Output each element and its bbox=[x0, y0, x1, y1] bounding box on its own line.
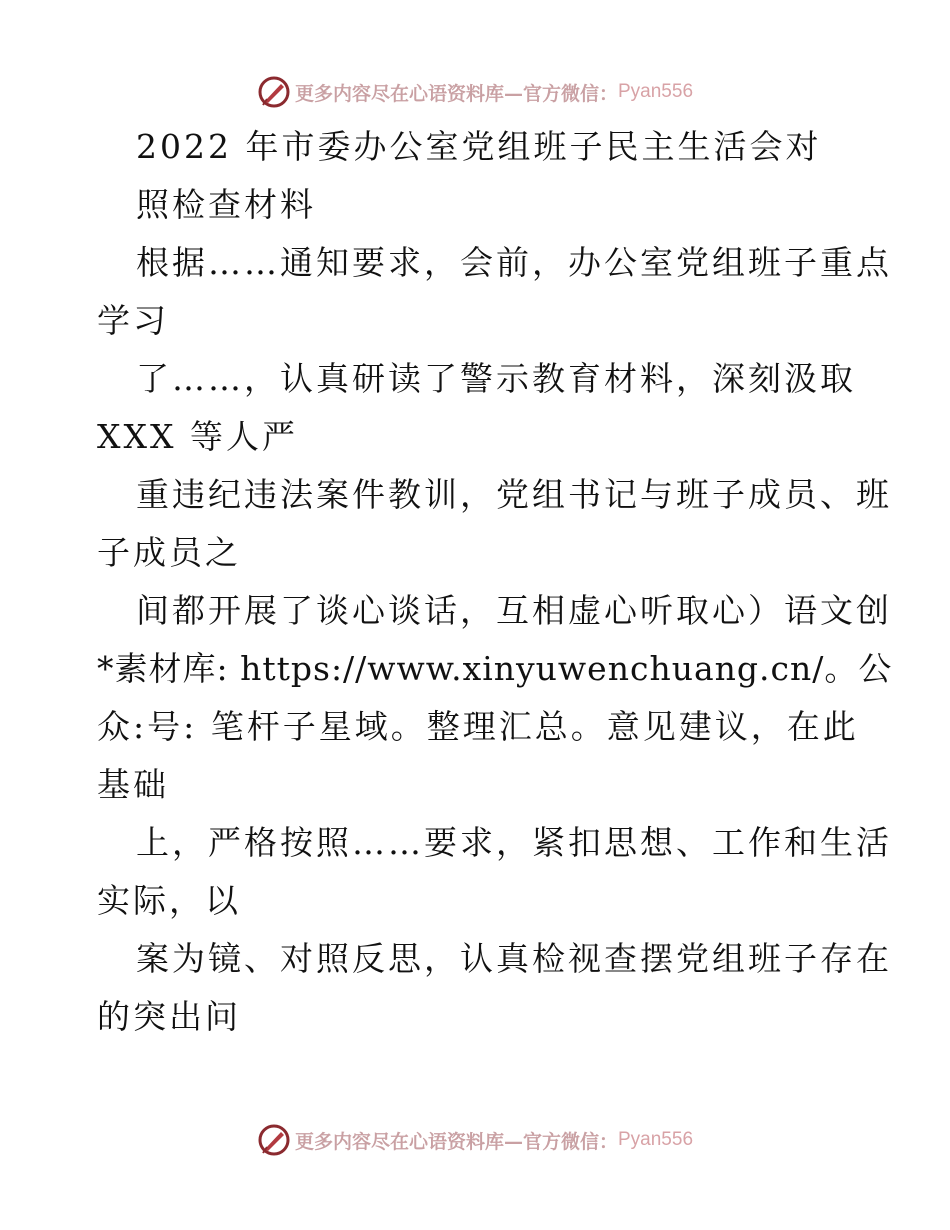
header-watermark bbox=[0, 72, 950, 112]
body-line: 根据……通知要求，会前，办公室党组班子重点 bbox=[136, 243, 892, 282]
body-line: 基础 bbox=[97, 765, 169, 804]
document-title-line-1: 2022 年市委办公室党组班子民主生活会对 bbox=[136, 127, 822, 166]
watermark-text: 更多内容尽在心语资料库—官方微信： bbox=[294, 1130, 618, 1153]
watermark-wechat-id: Pyan556 bbox=[618, 81, 694, 102]
body-line: *素材库: https://www.xinyuwenchuang.cn/。公 bbox=[97, 649, 893, 688]
body-line: 的突出问 bbox=[97, 997, 241, 1036]
watermark-text: 更多内容尽在心语资料库—官方微信： bbox=[294, 82, 618, 105]
body-line: 重违纪违法案件教训，党组书记与班子成员、班 bbox=[136, 475, 892, 514]
watermark-wechat-id: Pyan556 bbox=[618, 1129, 694, 1150]
quill-logo-icon bbox=[257, 1123, 291, 1157]
body-line: 间都开展了谈心谈话，互相虚心听取心）语文创 bbox=[136, 591, 892, 630]
footer-watermark bbox=[0, 1120, 950, 1160]
body-line: 子成员之 bbox=[97, 533, 241, 572]
quill-logo-icon bbox=[257, 75, 291, 109]
body-line: 案为镜、对照反思，认真检视查摆党组班子存在 bbox=[136, 939, 892, 978]
body-line: 了……，认真研读了警示教育材料，深刻汲取 bbox=[136, 359, 856, 398]
body-line: 学习 bbox=[97, 301, 169, 340]
body-line: XXX 等人严 bbox=[97, 417, 298, 456]
body-line: 众:号: 笔杆子星域。整理汇总。意见建议，在此 bbox=[97, 707, 859, 746]
document-title-line-2: 照检查材料 bbox=[136, 185, 316, 224]
body-line: 实际，以 bbox=[97, 881, 241, 920]
body-line: 上，严格按照……要求，紧扣思想、工作和生活 bbox=[136, 823, 892, 862]
